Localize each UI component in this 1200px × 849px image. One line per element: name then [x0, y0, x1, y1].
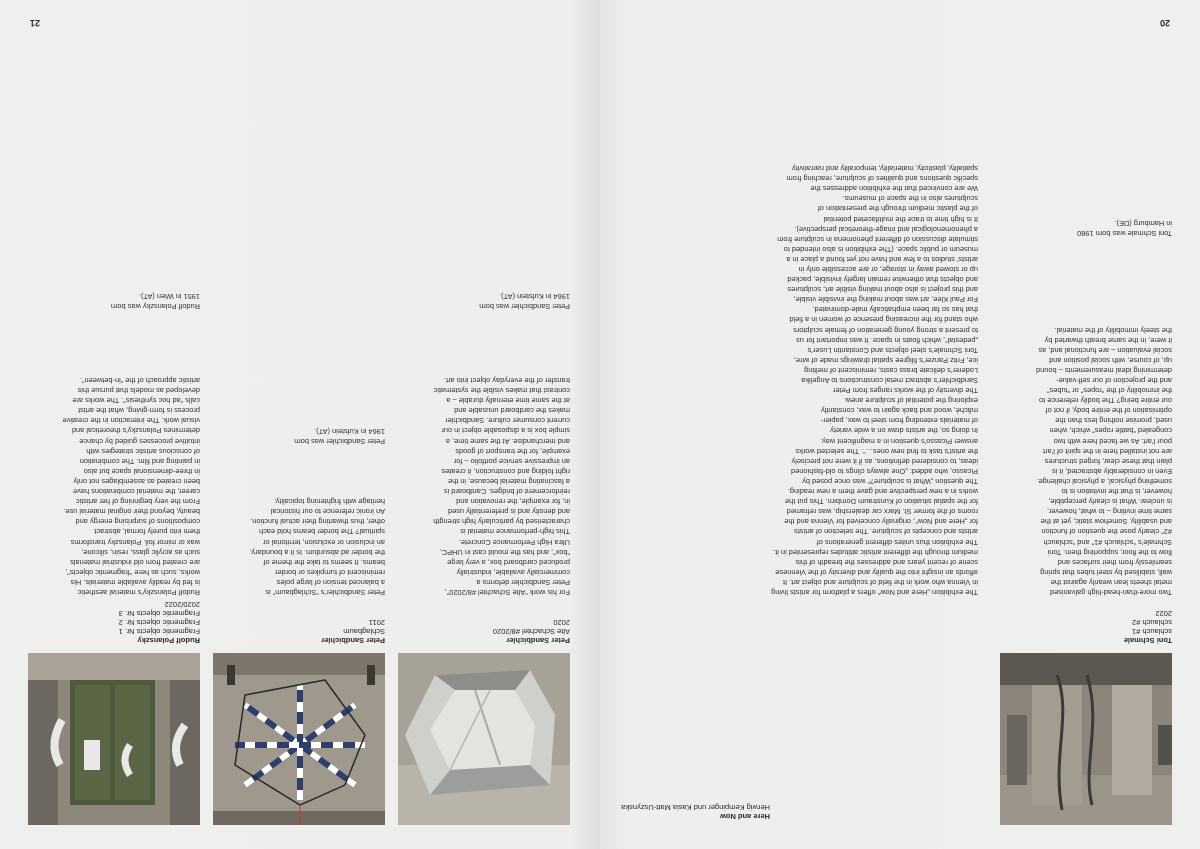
artwork-photo-schlauch — [1000, 653, 1172, 825]
text-line: our entire being? The bodily reference to — [1039, 396, 1172, 406]
text-line: the border ad absurdum. Is it a boundary, — [249, 547, 385, 557]
text-line: right folding and construction, it creates — [441, 466, 570, 476]
caption-year: 2011 — [368, 618, 385, 627]
text-line: of conscious artistic strategies with — [86, 446, 200, 456]
caption-fragmentic — [25, 600, 200, 645]
text-line: rooms of the former St. Marx car dealership, was reframed — [786, 507, 978, 517]
text-line: Rudolf Polanszky’s material aesthetic — [77, 588, 200, 597]
caption-artist: Peter Sandbichler — [321, 636, 385, 645]
schlauch-image — [1000, 653, 1172, 825]
text-line: mâché, wood and back again to wax, constantly — [821, 406, 978, 416]
caption-schlauch — [997, 609, 1172, 645]
bio-line: 1951 in Wien (AT). — [138, 291, 200, 301]
text-line: a fascinating material because, in the — [447, 476, 570, 486]
artwork-photo-fragmentic — [28, 653, 200, 825]
caption-title: Fragmentic objects Nr. 2 — [118, 618, 200, 627]
text-line: used, promise nothing less than the — [1055, 416, 1172, 426]
text-line: compositions of surprising energy and — [75, 517, 200, 527]
text-line: other, thus thwarting their actual function. — [250, 517, 385, 527]
text-line: the steely immobility of the material. — [1054, 325, 1172, 335]
bio-line: Rudolf Polanszky was born — [110, 302, 200, 311]
text-line: Toni Schmale’s steel objects and Constantin Luser’s — [807, 345, 978, 355]
article-authors: Herwig Kempinger und Kasia Matt-Uszynska — [621, 803, 770, 812]
bio-schmale — [1077, 218, 1172, 238]
text-line: that has so far been emphatically male-dominated. — [812, 305, 978, 315]
text-line: up, of course, with social position and — [1049, 355, 1172, 365]
text-line: however, is that the invitation is to — [1061, 487, 1172, 497]
text-line: #2” clearly pose the question of function — [1041, 527, 1172, 537]
bio-line: 1964 in Kufstein (AT). — [314, 426, 385, 436]
text-line: seamlessly from their surfaces and — [1057, 557, 1172, 567]
text-line: Peter Sandbichler deforms a — [476, 577, 570, 587]
text-line: up or stowed away in storage, or are accessible only in — [798, 265, 978, 274]
text-line: Two more-than-head-high galvanised — [1049, 588, 1172, 597]
text-line: to present a strong young generation of female sculptors — [793, 325, 978, 335]
article-title: Here and Now — [719, 812, 770, 821]
text-line: determines Polanszky’s theoretical and — [71, 426, 200, 436]
text-line: Peter Sandbichler’s “Schlagbaum” is — [265, 588, 385, 597]
text-line: „pedestal“, which floats in space. It was important for us — [796, 335, 978, 345]
text-line: “box”, and has the mould cast in UHPC, — [439, 547, 570, 557]
text-line: ice, Fritz Panzer’s filigree spatial drawings made of wire, — [793, 355, 978, 365]
text-line: An ironic reference to our historical — [270, 507, 385, 517]
text-line: Picasso, who added: „One always clings to old-fashioned — [791, 466, 978, 476]
text-line: Ultra High Performance Concrete. — [458, 537, 570, 547]
text-line: affords an insight into the quality and diversity of the Viennese — [775, 567, 978, 577]
caption-title: Fragmentic objects Nr. 3 — [118, 609, 200, 618]
text-line: are not installed here in the spirit of l’art — [1043, 446, 1172, 456]
text-line: spatiality, plasticity, materiality, temporality and narrativity — [791, 164, 978, 174]
text-line: for „Here and Now“, originally conceived for Vienna and the — [784, 517, 978, 527]
text-line: example, for the transport of goods — [455, 446, 570, 456]
page-number: 20 — [1159, 18, 1170, 28]
bio-polanszky — [111, 291, 200, 311]
text-line: artistic approach of the “in-between”. — [80, 376, 200, 386]
text-line: heritage with frightening topicality. — [274, 497, 385, 507]
text-line: In doing so, the artists draw on a wide variety — [830, 426, 978, 436]
text-line: the immobility of the “ropes” or “tubes” — [1047, 386, 1172, 396]
text-line: reinforcement of bridges. Cardboard is — [443, 487, 570, 497]
text-line: calls “ad hoc synthesis”. The works are — [72, 396, 200, 406]
text-line: is unclear. What is clearly perceptible, — [1048, 497, 1172, 507]
text-line: an impressive service portfolio – for — [453, 456, 570, 466]
text-line: artists and concepts of sculpture. The selection of artists — [794, 527, 978, 537]
text-line: and merchandise. At the same time, a — [445, 436, 570, 446]
text-line: The exhibition thus unites different generations of — [816, 537, 978, 547]
bio-line: Toni Schmale was born 1980 — [1077, 229, 1172, 238]
text-line: it were, in the same breath thwarted by — [1044, 335, 1172, 345]
text-line: and this project is also about making visible art, sculptures — [787, 285, 978, 295]
text-line: for the spatial situation of Kunstraum Dornbirn. This put the — [785, 497, 978, 507]
text-line: The diversity of the works ranges from Peter — [833, 386, 978, 396]
bio-line: in Hamburg (DE). — [1114, 218, 1172, 228]
text-line: medium through the different artistic attitudes represented in it. — [773, 547, 978, 557]
text-line: Even in considerably abstracted, it is — [1052, 466, 1172, 476]
text-line: intuitive processes guided by chance — [79, 436, 200, 446]
text-line: of materials extending from steel to wax, papier- — [820, 416, 978, 426]
text-line: beauty, beyond their original material use. — [63, 507, 200, 517]
text-line: We are convinced that the exhibition addresses the — [810, 184, 978, 194]
text-line: transfer of the everyday object into art. — [443, 376, 570, 386]
text-line: produced cardboard box, a very large — [447, 557, 570, 567]
caption-artist: Toni Schmale — [1123, 636, 1172, 645]
artwork-photo-alte-schachtel — [398, 653, 570, 825]
text-line: works in a new perspective and gave them a new reading. — [787, 487, 978, 497]
text-line: answer Picasso’s question in a magnificent way. — [820, 436, 978, 446]
text-line: wall, stabilised by steel tubes that spring — [1040, 567, 1172, 577]
text-line: them into purely formal, abstract — [94, 527, 200, 537]
bio-line: Peter Sandbichler was born — [294, 437, 385, 446]
article-header — [621, 803, 770, 821]
text-line: in three-dimensional space but also — [83, 466, 200, 476]
caption-year: 2022 — [1155, 609, 1172, 618]
bio-line: 1964 in Kufstein (AT). — [499, 291, 570, 301]
text-line: makes the cardboard unusable and — [454, 406, 570, 416]
text-line: social evaluation – are functional and, as — [1038, 345, 1172, 355]
text-line: spiritual? The border beams hold each — [259, 527, 385, 537]
text-line: at the same time eternally durable – a — [446, 396, 570, 406]
caption-year: 2020 — [553, 618, 570, 627]
text-line: commercially available, industrially — [456, 567, 570, 577]
caption-alte-schachtel — [395, 618, 570, 645]
text-line: It is high time to trace the multifaceted potential — [823, 214, 978, 224]
text-line: The question „What is sculpture?“ was once posed by — [802, 476, 978, 486]
caption-artist: Rudolf Polanszky — [137, 636, 200, 645]
text-line: optimisation of the entire body, if not of — [1045, 406, 1172, 416]
caption-schlagbaum — [210, 618, 385, 645]
text-schlagbaum — [210, 496, 385, 597]
caption-title: Schlagbaum — [343, 627, 385, 636]
text-line: the artist’s task to find new ones…“. The selected works — [795, 446, 978, 456]
text-line: Sandbichler’s abstract metal constructions to Angelika — [801, 376, 978, 386]
text-line: process is form-giving, what the artist — [78, 406, 200, 416]
caption-year: 2020/2022 — [164, 600, 200, 609]
text-line: is fed by readily available materials. His — [70, 577, 200, 587]
text-line: wax or mirror foil. Polanszky transforms — [70, 537, 200, 547]
text-line: a phenomenological and image-theoretical perspective). — [794, 224, 978, 234]
bio-sandbichler-1 — [479, 291, 570, 311]
text-line: contrast that makes visible the systematic — [433, 386, 570, 396]
text-line: stimulate discussion of different phenomena in sculpture from — [777, 234, 978, 244]
text-line: visual work. The interaction in the creative — [62, 416, 200, 426]
caption-title: Fragmentic objects Nr. 1 — [118, 627, 200, 636]
text-line: and density and is preferentially used — [447, 507, 570, 517]
text-line: This high-performance material is — [460, 527, 570, 537]
text-line: sculptures also in the space of museums. — [842, 194, 978, 204]
text-line: in Vienna who work in the field of sculpture and object art. It — [782, 577, 978, 587]
artwork-photo-schlagbaum — [213, 653, 385, 825]
text-line: simple box is a disposable object in our — [441, 426, 570, 436]
text-alte-schachtel — [395, 375, 570, 597]
text-line: developed as models that pursue this — [77, 386, 200, 396]
bio-sandbichler-2 — [294, 426, 385, 446]
text-line: same time inviting – to what, however, — [1047, 507, 1172, 517]
text-line: an inclusion or exclusion, territorial or — [263, 537, 385, 547]
text-line: pour l’art. As we faced here with two — [1053, 436, 1172, 446]
text-line: and usability. Somehow static, yet at the — [1040, 517, 1172, 527]
text-line: congealed “battle ropes” which, when — [1049, 426, 1172, 436]
text-line: are created from old industrial materials — [70, 557, 200, 567]
text-line: been created as assemblages not only — [73, 476, 200, 486]
schlagbaum-image — [213, 653, 385, 825]
text-line: For Paul Klee, art was about making the invisible visible, — [793, 295, 978, 305]
text-line: artists’ studios to a few and have not yet found a place in a — [786, 254, 978, 264]
text-line: Schmale’s “schlauch #1” and “schlauch — [1043, 537, 1172, 547]
text-line: works, such as here “fragmentic objects”, — [65, 567, 200, 577]
bio-line: Peter Sandbichler was born — [479, 302, 570, 311]
caption-artist: Peter Sandbichler — [506, 636, 570, 645]
text-line: career, the material combinations have — [73, 487, 200, 497]
essay-text — [628, 163, 978, 597]
text-line: ideas, to considered definitions, as if it were not precisely — [791, 456, 978, 466]
text-line: who stand for the increasing presence of women in a field — [789, 315, 978, 325]
text-line: and the projection of our self-value- — [1056, 376, 1172, 386]
text-line: in, for example, the renovation and — [456, 497, 570, 507]
text-line: something physical, a physical challenge. — [1036, 476, 1172, 486]
text-line: determining ideal measurements – bound — [1036, 365, 1172, 375]
text-line: beams. It seems to take the theme of — [263, 557, 385, 567]
text-rudolf — [25, 375, 200, 597]
text-line: For his work “Alte Schachtel #8/2020”, — [444, 588, 570, 597]
fragmentic-image — [28, 653, 200, 825]
alte-schachtel-image — [398, 653, 570, 825]
text-line: exploring the potential of sculpture anew. — [844, 396, 978, 406]
text-line: museum or public space. (The exhibition is also intended to — [783, 244, 978, 254]
text-line: in painting and film. The combination — [79, 456, 200, 466]
text-line: From the very beginning of her artistic — [75, 497, 200, 507]
text-line: of the plastic medium through the presentation of — [817, 204, 978, 214]
text-line: such as acrylic glass, resin, silicone, — [81, 547, 200, 557]
text-line: a balanced tension of large poles — [276, 577, 385, 587]
text-schlauch — [997, 324, 1172, 597]
text-line: scene of recent years and addresses the breadth of this — [795, 557, 978, 567]
page-number: 21 — [29, 18, 40, 28]
text-line: characterised by particularly high strength — [433, 517, 570, 527]
page-20 — [600, 0, 1200, 849]
caption-title: schlauch #2 — [1131, 618, 1172, 627]
text-line: Loderer’s delicate brass casts, reminiscent of melting — [804, 365, 978, 375]
text-line: metal sheets lean wearily against the — [1050, 577, 1172, 587]
text-line: and objects that otherwise remain largely invisible, packed — [787, 275, 978, 285]
caption-title: Alte Schachtel #8/2020 — [492, 627, 570, 636]
text-line: reminiscent of turnpikes or border — [274, 567, 385, 577]
text-line: current consumer culture. Sandbichler — [445, 416, 570, 426]
text-line: flow to the floor, supporting them. Toni — [1047, 547, 1172, 557]
text-line: The exhibition „Here and Now“ offers a platform for artists living — [771, 588, 978, 597]
text-line: plain that these clear, forged structures — [1044, 456, 1172, 466]
text-line: specific questions and qualities of sculpture, reaching from — [786, 174, 978, 184]
caption-title: schlauch #1 — [1131, 627, 1172, 636]
